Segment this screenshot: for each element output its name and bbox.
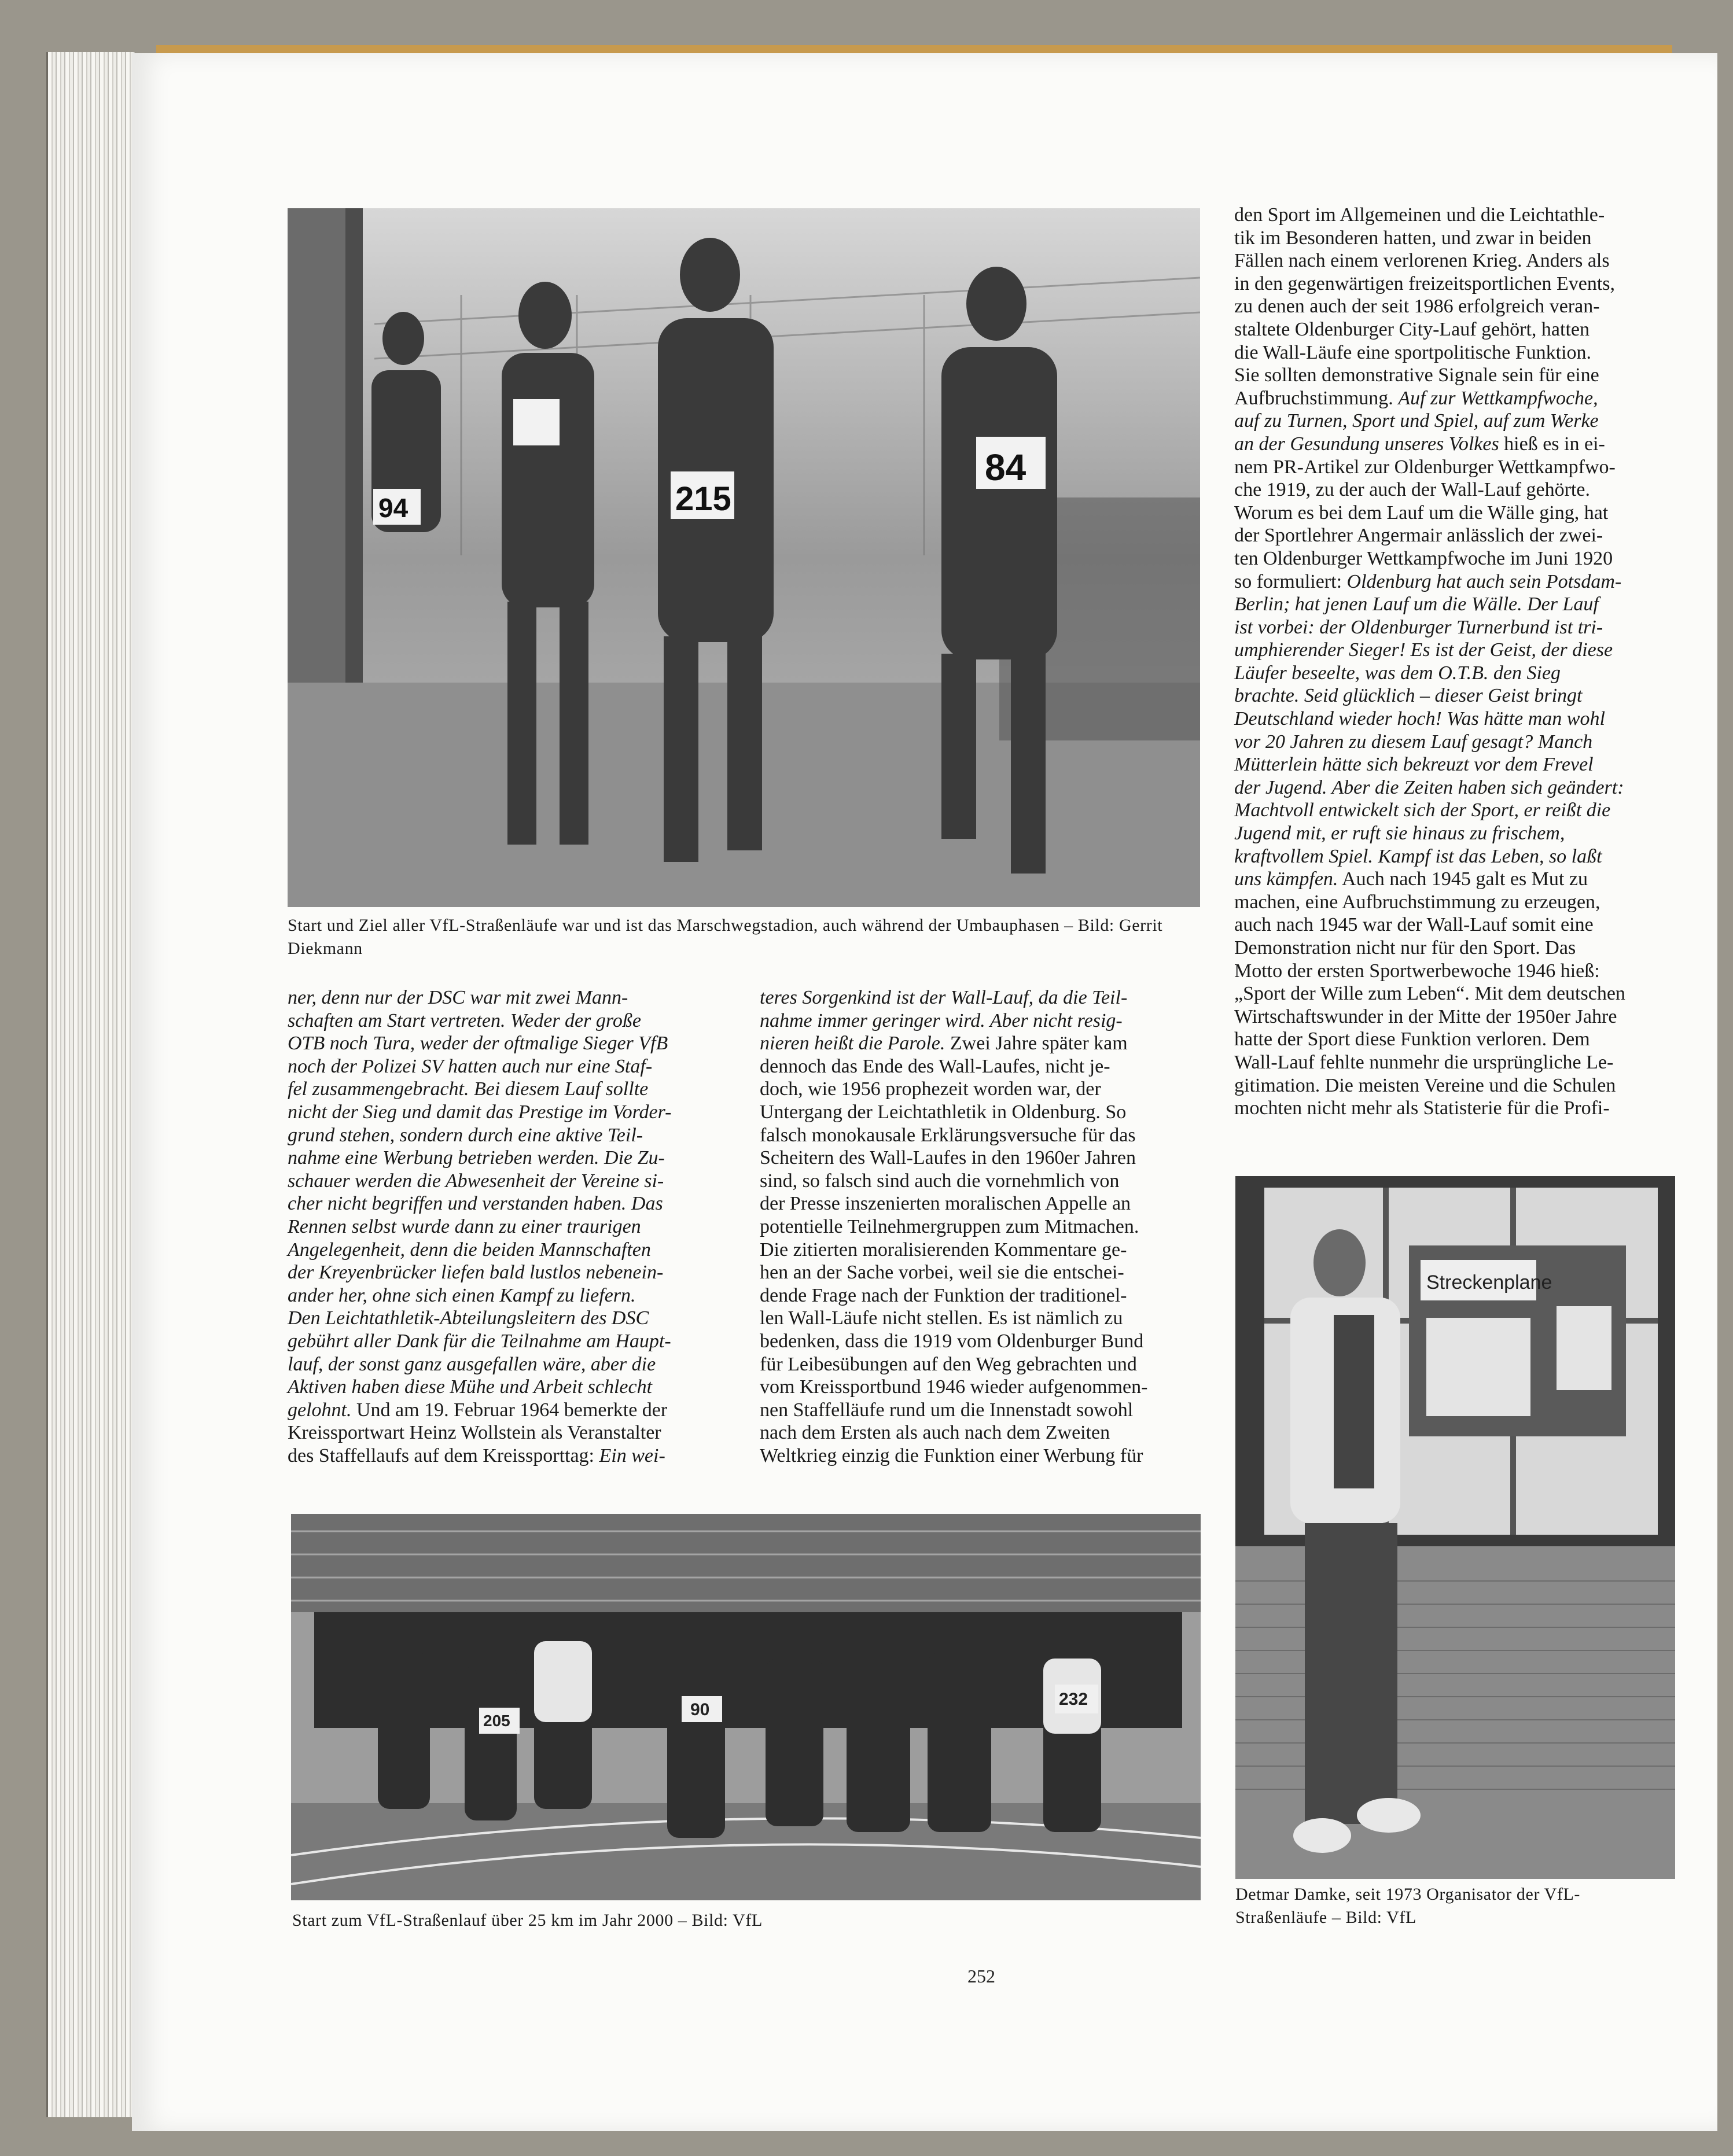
caption-right-line-2: Straßenläufe – Bild: VfL: [1235, 1908, 1416, 1927]
col2-line-3b: Zwei Jahre später kam: [950, 1033, 1128, 1055]
col1-line-9: schauer werden die Abwesenheit der Vereine si-: [288, 1170, 664, 1192]
col2-line-5: doch, wie 1956 prophezeit worden war, der: [760, 1078, 1101, 1100]
col3-line-17a: so formuliert:: [1234, 570, 1342, 592]
col3-line-26: der Jugend. Aber die Zeiten haben sich geändert:: [1234, 776, 1624, 798]
col1-line-6: nicht der Sieg und damit das Prestige im Vorder-: [288, 1101, 672, 1123]
col1-line-19b: Und am 19. Februar 1964 bemerkte der: [356, 1399, 668, 1421]
col3-line-9a: Aufbruchstimmung.: [1234, 387, 1393, 409]
col3-line-18: Berlin; hat jenen Lauf um die Wälle. Der Lauf: [1234, 594, 1599, 616]
col1-line-1: ner, denn nur der DSC war mit zwei Mann-: [288, 987, 628, 1008]
col2-line-13: hen an der Sache vorbei, weil sie die entschei-: [760, 1262, 1124, 1284]
col3-line-5: zu denen auch der seit 1986 erfolgreich veran-: [1234, 296, 1600, 318]
text-column-1: [288, 986, 727, 1467]
col2-line-11: potentielle Teilnehmergruppen zum Mitmachen.: [760, 1215, 1139, 1237]
col3-line-33: Demonstration nicht nur für den Sport. Das: [1234, 937, 1576, 959]
col1-line-20: Kreissportwart Heinz Wollstein als Veranstalter: [288, 1422, 661, 1444]
col1-line-7: grund stehen, sondern durch eine aktive Teil-: [288, 1124, 643, 1146]
col3-line-19: ist vorbei: der Oldenburger Turnerbund ist tri-: [1234, 616, 1603, 638]
text-column-3: [1234, 204, 1674, 1120]
col3-line-37: hatte der Sport diese Funktion verloren. Dem: [1234, 1029, 1590, 1051]
col1-line-11: Rennen selbst wurde dann zu einer traurigen: [288, 1215, 641, 1237]
col1-line-3: OTB noch Tura, weder der oftmalige Sieger VfB: [288, 1033, 668, 1055]
col3-line-31: machen, eine Aufbruchstimmung zu erzeugen,: [1234, 891, 1600, 913]
col1-line-8: nahme eine Werbung betrieben werden. Die Zu-: [288, 1147, 665, 1169]
col2-line-19: nen Staffelläufe rund um die Innenstadt sowohl: [760, 1399, 1134, 1421]
col2-line-20: nach dem Ersten als auch nach dem Zweiten: [760, 1422, 1110, 1444]
col3-line-35: „Sport der Wille zum Leben“. Mit dem deutschen: [1234, 983, 1625, 1005]
photo-start-25km-2000: [291, 1514, 1201, 1900]
col3-line-17b: Oldenburg hat auch sein Potsdam-: [1346, 570, 1622, 592]
bib-232: 232: [1059, 1690, 1088, 1709]
col2-line-7: falsch monokausale Erklärungsversuche für das: [760, 1124, 1136, 1146]
col3-line-28: Jugend mit, er ruft sie hinaus zu frischem,: [1234, 823, 1565, 845]
page-number: 252: [967, 1966, 995, 1987]
col3-line-36: Wirtschaftswunder in der Mitte der 1950er Jahre: [1234, 1005, 1617, 1027]
col2-line-17: für Leibesübungen auf den Weg gebrachten und: [760, 1353, 1137, 1375]
col1-line-13: der Kreyenbrücker liefen bald lustlos nebenein-: [288, 1262, 664, 1284]
col1-line-10: cher nicht begriffen und verstanden haben. Das: [288, 1193, 663, 1215]
col3-line-27: Machtvoll entwickelt sich der Sport, er reißt die: [1234, 799, 1611, 821]
bib-205: 205: [483, 1712, 510, 1730]
col3-line-11a: an der Gesundung unseres Volkes: [1234, 433, 1499, 455]
col3-line-22: brachte. Seid glücklich – dieser Geist bringt: [1234, 685, 1583, 707]
col3-line-6: staltete Oldenburger City-Lauf gehört, hatten: [1234, 318, 1590, 340]
sign-streckenplane: Streckenplane: [1426, 1272, 1552, 1293]
caption-top-photo: Start und Ziel aller VfL-Straßenläufe war und ist das Marschwegstadion, auch während der Umbauphasen – Bild: Gerrit Diekmann: [288, 916, 1163, 958]
text-column-2: [760, 986, 1201, 1467]
col1-line-21a: des Staffellaufs auf dem Kreissporttag:: [288, 1444, 595, 1466]
col3-line-32: auch nach 1945 war der Wall-Lauf somit eine: [1234, 914, 1594, 936]
col3-line-1: den Sport im Allgemeinen und die Leichtathle-: [1234, 204, 1605, 226]
caption-bottom-photo: Start zum VfL-Straßenlauf über 25 km im Jahr 2000 – Bild: VfL: [292, 1911, 763, 1930]
col2-line-16: bedenken, dass die 1919 vom Oldenburger Bund: [760, 1330, 1144, 1352]
col3-line-13: che 1919, zu der auch der Wall-Lauf gehörte.: [1234, 479, 1590, 501]
col3-line-25: Mütterlein hätte sich bekreuzt vor dem Frevel: [1234, 754, 1594, 776]
col3-line-16: ten Oldenburger Wettkampfwoche im Juni 1920: [1234, 547, 1613, 569]
photo-detmar-damke: [1235, 1176, 1675, 1879]
col3-line-40: mochten nicht mehr als Statisterie für die Profi-: [1234, 1097, 1610, 1119]
col3-line-38: Wall-Lauf fehlte nunmehr die ursprüngliche Le-: [1234, 1051, 1614, 1073]
col1-line-5: fel zusammengebracht. Bei diesem Lauf sollte: [288, 1078, 649, 1100]
page-edges: [46, 52, 135, 2117]
col3-line-20: umphierender Sieger! Es ist der Geist, der diese: [1234, 639, 1613, 661]
caption-right-photo: [1235, 1883, 1675, 1929]
col1-line-16: gebührt aller Dank für die Teilnahme am Haupt-: [288, 1330, 671, 1352]
col3-line-11b: hieß es in ei-: [1504, 433, 1605, 455]
col3-line-34: Motto der ersten Sportwerbewoche 1946 hieß:: [1234, 960, 1600, 982]
col3-line-10: auf zu Turnen, Sport und Spiel, auf zum Werke: [1234, 410, 1599, 432]
photo-runners-marschwegstadion: [288, 208, 1200, 907]
col3-line-39: gitimation. Die meisten Vereine und die Schulen: [1234, 1074, 1616, 1096]
bib-215: 215: [675, 480, 731, 518]
col2-line-15: len Wall-Läufe nicht stellen. Es ist nämlich zu: [760, 1307, 1123, 1329]
col3-line-30b: Auch nach 1945 galt es Mut zu: [1342, 868, 1588, 890]
col1-line-4: noch der Polizei SV hatten auch nur eine Staf-: [288, 1055, 653, 1077]
col1-line-21b: Ein wei-: [599, 1444, 665, 1466]
col3-line-7: die Wall-Läufe eine sportpolitische Funktion.: [1234, 341, 1591, 363]
col2-line-3a: nieren heißt die Parole.: [760, 1033, 945, 1055]
col1-line-17: lauf, der sonst ganz ausgefallen wäre, aber die: [288, 1353, 656, 1375]
caption-right-line-1: Detmar Damke, seit 1973 Organisator der VfL-: [1235, 1885, 1580, 1904]
col1-line-19a: gelohnt.: [288, 1399, 352, 1421]
col2-line-9: sind, so falsch sind auch die vornehmlich von: [760, 1170, 1120, 1192]
col3-line-12: nem PR-Artikel zur Oldenburger Wettkampfwo-: [1234, 456, 1616, 478]
col3-line-2: tik im Besonderen hatten, und zwar in beiden: [1234, 227, 1592, 249]
col2-line-8: Scheitern des Wall-Laufes in den 1960er Jahren: [760, 1147, 1136, 1169]
col1-line-2: schaften am Start vertreten. Weder der große: [288, 1009, 641, 1031]
col3-line-23: Deutschland wieder hoch! Was hätte man wohl: [1234, 708, 1605, 730]
col2-line-4: dennoch das Ende des Wall-Laufes, nicht je-: [760, 1055, 1110, 1077]
col3-line-15: der Sportlehrer Angermair anlässlich der zwei-: [1234, 525, 1603, 547]
col3-line-29: kraftvollem Spiel. Kampf ist das Leben, so laßt: [1234, 845, 1602, 867]
col3-line-30a: uns kämpfen.: [1234, 868, 1338, 890]
bib-84: 84: [985, 447, 1026, 488]
col3-line-8: Sie sollten demonstrative Signale sein für eine: [1234, 364, 1599, 386]
col1-line-15: Den Leichtathletik-Abteilungsleitern des DSC: [288, 1307, 649, 1329]
col2-line-21: Weltkrieg einzig die Funktion einer Werbung für: [760, 1444, 1143, 1466]
col2-line-1: teres Sorgenkind ist der Wall-Lauf, da die Teil-: [760, 987, 1128, 1008]
col3-line-24: vor 20 Jahren zu diesem Lauf gesagt? Manch: [1234, 731, 1593, 753]
bib-90: 90: [690, 1700, 710, 1719]
col1-line-18: Aktiven haben diese Mühe und Arbeit schlecht: [288, 1376, 653, 1398]
col3-line-21: Läufer beseelte, was dem O.T.B. den Sieg: [1234, 662, 1561, 684]
col3-line-9b: Auf zur Wettkampfwoche,: [1398, 387, 1598, 409]
col3-line-3: Fällen nach einem verlorenen Krieg. Anders als: [1234, 250, 1610, 272]
col2-line-14: dende Frage nach der Funktion der traditionel-: [760, 1284, 1127, 1306]
col3-line-14: Worum es bei dem Lauf um die Wälle ging, hat: [1234, 502, 1609, 524]
bib-94: 94: [378, 493, 409, 523]
col2-line-12: Die zitierten moralisierenden Kommentare ge-: [760, 1239, 1127, 1261]
col2-line-2: nahme immer geringer wird. Aber nicht resig-: [760, 1009, 1123, 1031]
col1-line-14: ander her, ohne sich einen Kampf zu liefern.: [288, 1284, 636, 1306]
col2-line-6: Untergang der Leichtathletik in Oldenburg. So: [760, 1101, 1127, 1123]
col1-line-12: Angelegenheit, denn die beiden Mannschaften: [288, 1239, 651, 1261]
col2-line-18: vom Kreissportbund 1946 wieder aufgenommen-: [760, 1376, 1148, 1398]
col3-line-4: in den gegenwärtigen freizeitsportlichen Events,: [1234, 272, 1616, 294]
col2-line-10: der Presse inszenierten moralischen Appelle an: [760, 1193, 1131, 1215]
